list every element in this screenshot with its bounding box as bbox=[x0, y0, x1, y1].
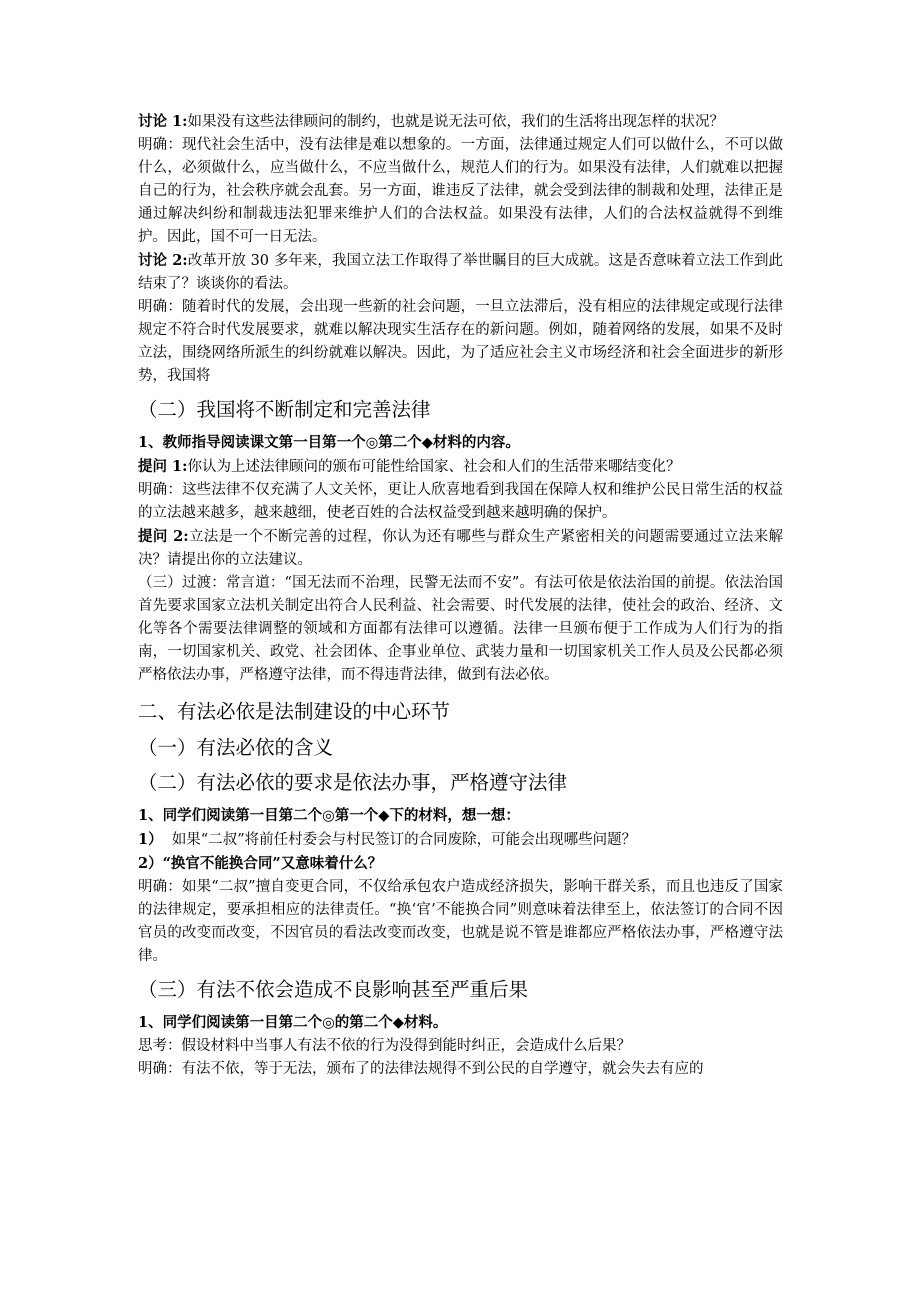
question-1-text: 你认为上述法律顾问的颁布可能性给国家、社会和人们的生活带来哪结变化？ bbox=[187, 459, 681, 475]
section-heading: （二）我国将不断制定和完善法律 bbox=[138, 398, 431, 421]
question-2-text: 立法是一个不断完善的过程，你认为还有哪些与群众生产紧密相关的问题需要通过立法来解决？请提出你的立法建议。 bbox=[138, 529, 783, 568]
sub-question-2-text: “换官不能换合同”又意味着什么？ bbox=[162, 855, 383, 872]
instruction-line bbox=[138, 1011, 783, 1035]
clarification-text: 明确：随着时代的发展，会出现一些新的社会问题，一旦立法滞后，没有相应的法律规定或现行法律规定不符合时代发展要求，就难以解决现实生活存在的新问题。例如，随着网络的发展，如果不及时立法，围绕网络所派生的纠纷就难以解决。因此，为了适应社会主义市场经济和社会全面进步的新形势，我国将 bbox=[138, 299, 783, 384]
instruction-text: 1、教师指导阅读课文第一目第一个◎第二个◆材料的内容。 bbox=[138, 434, 520, 451]
transition-text: （三）过渡：常言道：“国无法而不治理，民警无法而不安”。有法可依是依法治国的前提。依法治国首先要求国家立法机关制定出符合人民利益、社会需要、时代发展的法律，使社会的政治、经济、文化等各个需要法律调整的领域和方面都有法律可以遵循。法律一旦颁布便于工作成为人们行为的指南，一切国家机关、政党、社会团体、企事业单位、武装力量和一切国家机关工作人员及公民都必须严格依法办事，严格遵守法律，而不得违背法律，做到有法必依。 bbox=[138, 575, 783, 683]
clarification-text: 明确：有法不依，等于无法，颁布了的法律法规得不到公民的自学遵守，就会失去有应的 bbox=[138, 1061, 704, 1077]
instruction-line bbox=[138, 804, 783, 828]
clarification-paragraph bbox=[138, 134, 783, 249]
think-question bbox=[138, 1035, 783, 1058]
discussion-1 bbox=[138, 110, 783, 134]
discussion-2 bbox=[138, 249, 783, 296]
clarification-text: 明确：现代社会生活中，没有法律是难以想象的。一方面，法律通过规定人们可以做什么，不可以做什么，必须做什么，应当做什么，不应当做什么，规范人们的行为。如果没有法律，人们就难以把握自己的行为，社会秩序就会乱套。另一方面，谁违反了法律，就会受到法律的制裁和处理，法律正是通过解决纠纷和制裁违法犯罪来维护人们的合法权益。如果没有法律，人们的合法权益就得不到维护。因此，国不可一日无法。 bbox=[138, 137, 783, 245]
instruction-text: 1、同学们阅读第一目第二个◎的第二个◆材料。 bbox=[138, 1014, 448, 1031]
document-page bbox=[138, 110, 783, 1081]
section-heading: （二）有法必依的要求是依法办事，严格遵守法律 bbox=[138, 771, 568, 794]
instruction-text: 1、同学们阅读第一目第二个◎第一个◆下的材料，想一想： bbox=[138, 807, 520, 824]
question-2 bbox=[138, 525, 783, 572]
clarification-paragraph bbox=[138, 876, 783, 968]
sub-question-1-text: 如果“二叔”将前任村委会与村民签订的合同废除，可能会出现哪些问题？ bbox=[171, 832, 637, 848]
discussion-2-label: 讨论 2: bbox=[138, 252, 188, 269]
sub-question-2 bbox=[138, 852, 783, 876]
instruction-line bbox=[138, 431, 783, 455]
discussion-2-text: 改革开放 30 多年来，我国立法工作取得了举世瞩目的巨大成就。这是否意味着立法工作到此结束了？谈谈你的看法。 bbox=[138, 253, 783, 292]
discussion-1-label: 讨论 1: bbox=[138, 113, 188, 130]
question-2-label: 提问 2: bbox=[138, 528, 189, 545]
clarification-text: 明确：这些法律不仅充满了人文关怀，更让人欣喜地看到我国在保障人权和维护公民日常生活的权益的立法越来越多，越来越细，使老百姓的合法权益受到越来越明确的保护。 bbox=[138, 482, 783, 521]
question-1 bbox=[138, 455, 783, 479]
discussion-1-text: 如果没有这些法律顾问的制约，也就是说无法可依，我们的生活将出现怎样的状况？ bbox=[187, 114, 724, 130]
clarification-text: 明确：如果“二叔”擅自变更合同，不仅给承包农户造成经济损失，影响干群关系，而且也违反了国家的法律规定，要承担相应的法律责任。“换‘官’不能换合同”则意味着法律至上，依法签订的合同不因官员的改变而改变，不因官员的看法改变而改变，也就是说不管是谁都应严格依法办事，严格遵守法律。 bbox=[138, 879, 783, 964]
section-heading: （一）有法必依的含义 bbox=[138, 736, 334, 759]
question-1-label: 提问 1: bbox=[138, 458, 188, 475]
clarification-paragraph bbox=[138, 1058, 783, 1081]
clarification-paragraph bbox=[138, 479, 783, 525]
think-text: 思考：假设材料中当事人有法不依的行为没得到能时纠正，会造成什么后果？ bbox=[138, 1038, 631, 1054]
clarification-paragraph bbox=[138, 296, 783, 388]
sub-question-1-label: 1） bbox=[138, 831, 163, 848]
chapter-heading: 二、有法必依是法制建设的中心环节 bbox=[138, 700, 451, 723]
section-heading: （三）有法不依会造成不良影响甚至严重后果 bbox=[138, 978, 529, 1001]
sub-question-2-label: 2） bbox=[138, 855, 163, 872]
transition-paragraph bbox=[138, 572, 783, 687]
sub-question-1 bbox=[138, 828, 783, 852]
